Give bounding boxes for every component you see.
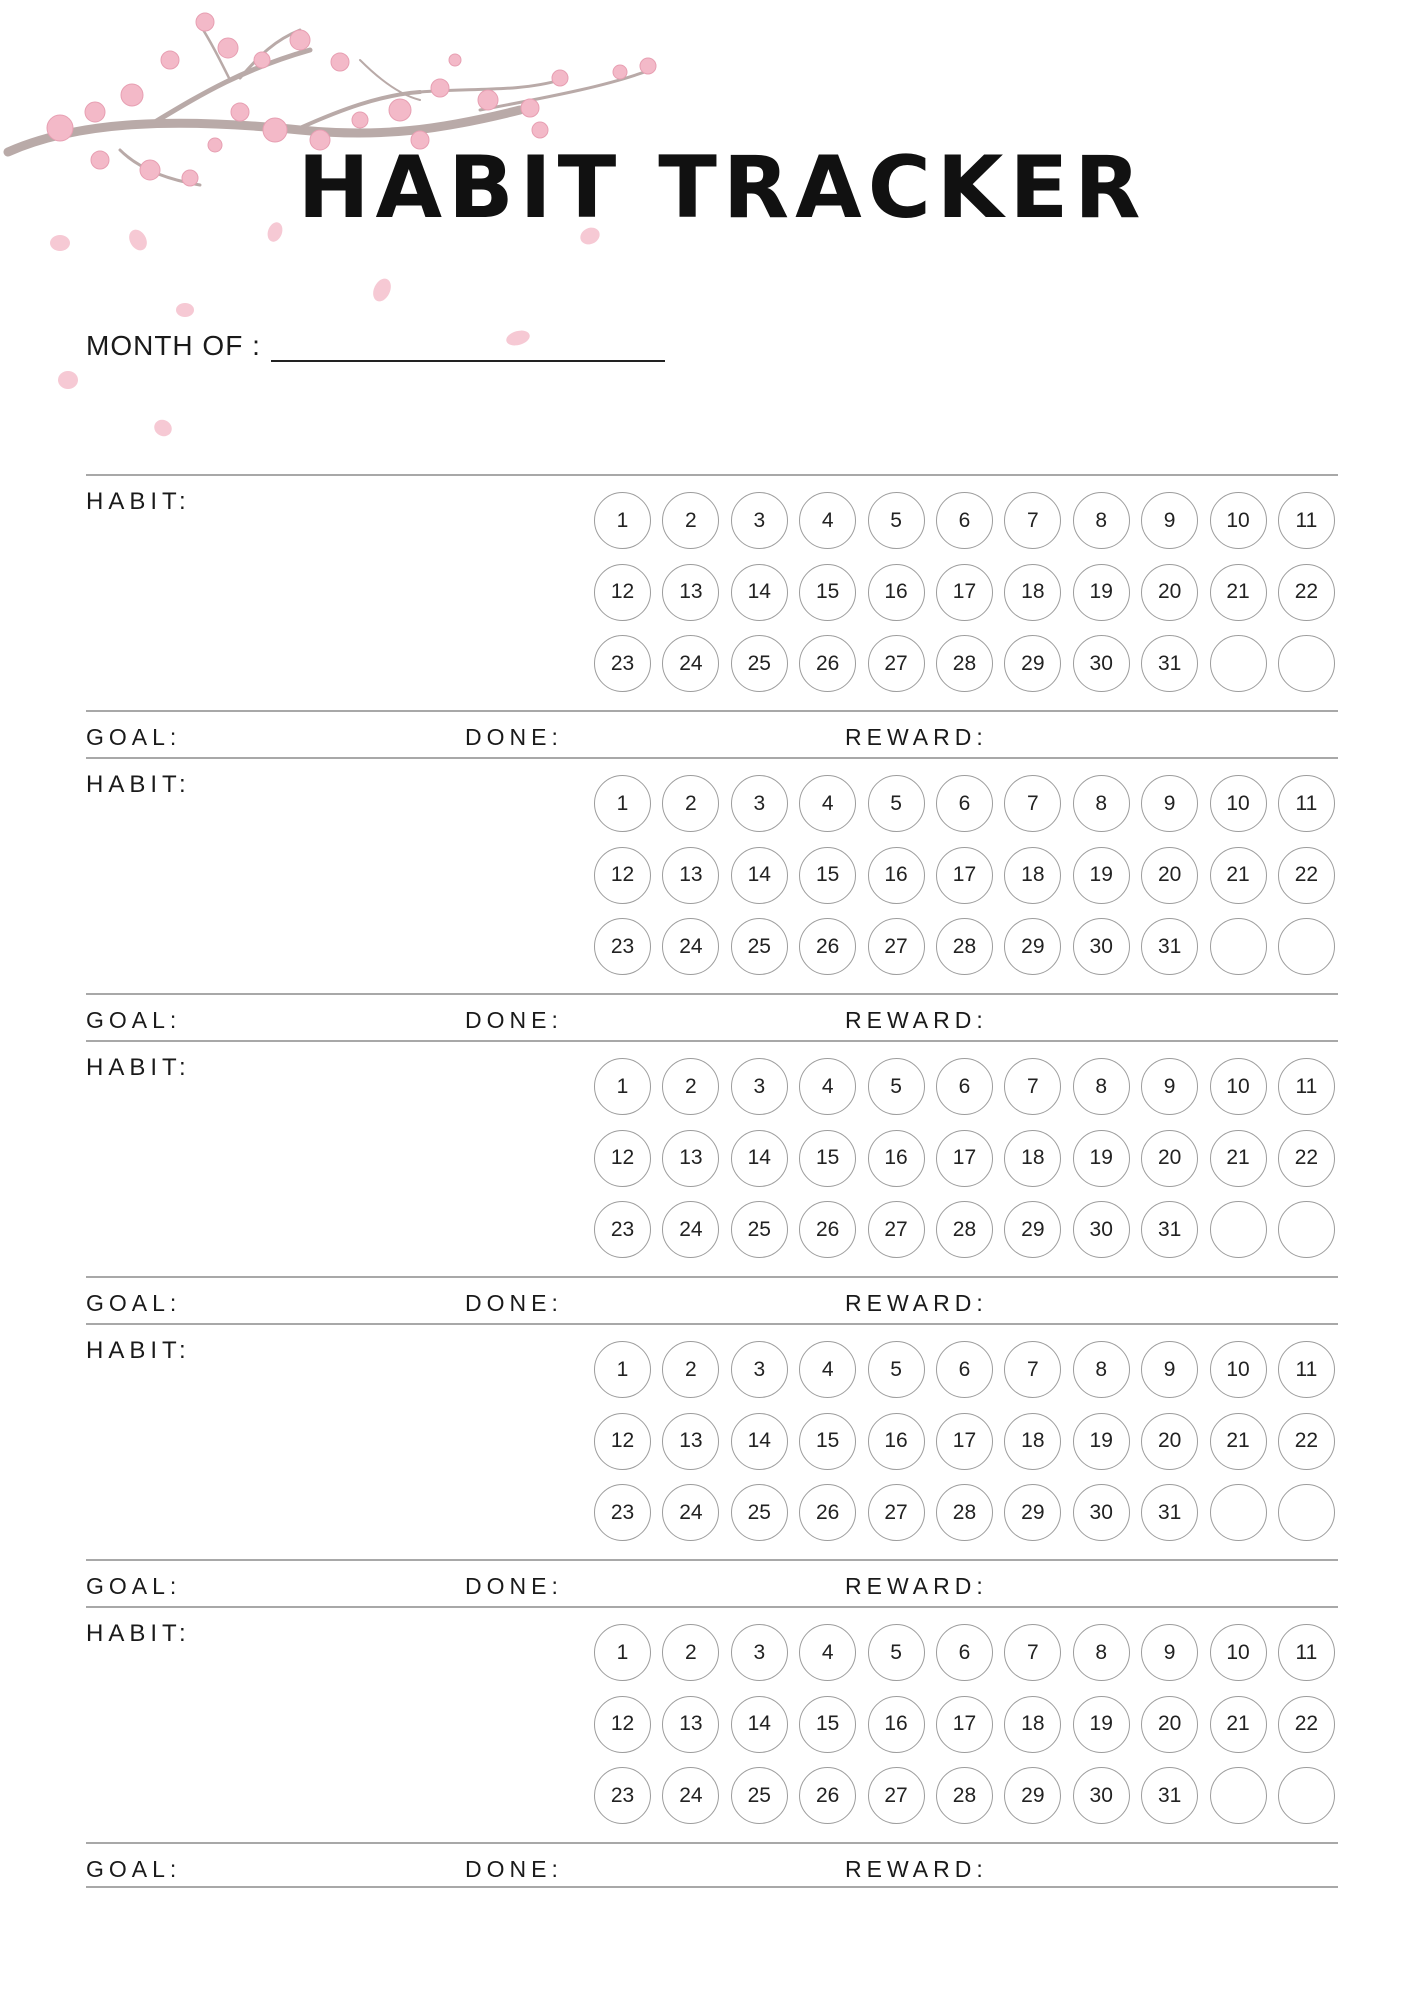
day-circle[interactable]: 3 — [731, 492, 788, 549]
day-circle[interactable]: 22 — [1278, 564, 1335, 621]
day-circle[interactable]: 1 — [594, 1624, 651, 1681]
day-circle[interactable]: 31 — [1141, 918, 1198, 975]
day-circle[interactable]: 14 — [731, 1130, 788, 1187]
day-circle[interactable]: 2 — [662, 492, 719, 549]
day-circle[interactable]: 29 — [1004, 918, 1061, 975]
day-circle[interactable]: 19 — [1073, 1696, 1130, 1753]
day-circle-grid — [594, 775, 1335, 975]
footer-divider — [86, 1276, 1338, 1278]
day-circle[interactable]: 16 — [868, 1130, 925, 1187]
day-circle[interactable]: 17 — [936, 564, 993, 621]
day-circle[interactable]: 4 — [799, 492, 856, 549]
done-label: DONE: — [465, 1573, 563, 1599]
habit-footer — [86, 1573, 1338, 1599]
day-circle[interactable]: 23 — [594, 918, 651, 975]
day-circle[interactable]: 24 — [662, 635, 719, 692]
day-circle[interactable]: 23 — [594, 1201, 651, 1258]
day-circle[interactable]: 26 — [799, 1484, 856, 1541]
day-circle[interactable]: 20 — [1141, 1130, 1198, 1187]
day-circle[interactable]: 23 — [594, 1767, 651, 1824]
day-circle[interactable]: 29 — [1004, 1484, 1061, 1541]
goal-label: GOAL: — [86, 1290, 182, 1316]
day-circle[interactable]: 13 — [662, 1413, 719, 1470]
day-circle[interactable]: 11 — [1278, 775, 1335, 832]
day-circle[interactable]: 28 — [936, 1201, 993, 1258]
day-circle[interactable]: 2 — [662, 1341, 719, 1398]
day-circle[interactable]: 1 — [594, 1341, 651, 1398]
day-circle[interactable]: 6 — [936, 1058, 993, 1115]
habit-footer — [86, 724, 1338, 750]
day-circle[interactable]: 29 — [1004, 1201, 1061, 1258]
goal-label: GOAL: — [86, 1573, 182, 1599]
day-circle[interactable]: 5 — [868, 1624, 925, 1681]
day-circle[interactable]: 4 — [799, 1341, 856, 1398]
day-circle[interactable]: 27 — [868, 635, 925, 692]
day-circle[interactable]: 15 — [799, 1696, 856, 1753]
day-circle[interactable]: 23 — [594, 1484, 651, 1541]
day-circle[interactable]: 3 — [731, 775, 788, 832]
empty-circle[interactable] — [1210, 1484, 1267, 1541]
day-circle[interactable]: 25 — [731, 1767, 788, 1824]
day-circle[interactable]: 28 — [936, 635, 993, 692]
day-circle[interactable]: 9 — [1141, 1341, 1198, 1398]
day-circle[interactable]: 6 — [936, 1341, 993, 1398]
day-circle[interactable]: 20 — [1141, 1413, 1198, 1470]
day-circle[interactable]: 25 — [731, 918, 788, 975]
day-circle[interactable]: 14 — [731, 847, 788, 904]
day-circle[interactable]: 10 — [1210, 1624, 1267, 1681]
day-circle[interactable]: 18 — [1004, 1696, 1061, 1753]
day-circle[interactable]: 13 — [662, 1130, 719, 1187]
day-circle[interactable]: 3 — [731, 1058, 788, 1115]
day-circle[interactable]: 4 — [799, 1058, 856, 1115]
day-circle[interactable]: 8 — [1073, 492, 1130, 549]
empty-circle[interactable] — [1278, 1484, 1335, 1541]
day-circle[interactable]: 20 — [1141, 847, 1198, 904]
day-circle[interactable]: 22 — [1278, 1413, 1335, 1470]
empty-circle[interactable] — [1210, 635, 1267, 692]
day-circle[interactable]: 31 — [1141, 635, 1198, 692]
day-circle[interactable]: 25 — [731, 1201, 788, 1258]
day-circle[interactable]: 16 — [868, 847, 925, 904]
day-circle[interactable]: 18 — [1004, 1130, 1061, 1187]
day-circle[interactable]: 5 — [868, 1341, 925, 1398]
day-circle[interactable]: 31 — [1141, 1484, 1198, 1541]
day-circle[interactable]: 14 — [731, 1413, 788, 1470]
day-circle[interactable]: 1 — [594, 775, 651, 832]
day-circle-grid — [594, 1341, 1335, 1541]
reward-label: REWARD: — [845, 724, 988, 750]
habit-label: HABIT: — [86, 1620, 191, 1647]
day-circle[interactable]: 6 — [936, 775, 993, 832]
day-circle[interactable]: 2 — [662, 775, 719, 832]
day-circle[interactable]: 26 — [799, 1767, 856, 1824]
day-circle[interactable]: 13 — [662, 1696, 719, 1753]
day-circle[interactable]: 3 — [731, 1341, 788, 1398]
day-circle[interactable]: 22 — [1278, 847, 1335, 904]
day-circle[interactable]: 7 — [1004, 492, 1061, 549]
day-circle[interactable]: 13 — [662, 564, 719, 621]
goal-label: GOAL: — [86, 1007, 182, 1033]
day-circle[interactable]: 10 — [1210, 1058, 1267, 1115]
day-circle[interactable]: 19 — [1073, 1413, 1130, 1470]
footer-divider — [86, 1559, 1338, 1561]
empty-circle[interactable] — [1278, 635, 1335, 692]
day-circle[interactable]: 7 — [1004, 1058, 1061, 1115]
empty-circle[interactable] — [1278, 918, 1335, 975]
goal-label: GOAL: — [86, 1856, 182, 1882]
day-circle[interactable]: 22 — [1278, 1130, 1335, 1187]
day-circle[interactable]: 8 — [1073, 775, 1130, 832]
day-circle[interactable]: 30 — [1073, 1201, 1130, 1258]
habit-footer — [86, 1007, 1338, 1033]
day-circle[interactable]: 21 — [1210, 1696, 1267, 1753]
day-circle[interactable]: 9 — [1141, 1624, 1198, 1681]
day-circle-grid — [594, 1624, 1335, 1824]
day-circle[interactable]: 11 — [1278, 1624, 1335, 1681]
day-circle[interactable]: 13 — [662, 847, 719, 904]
day-circle[interactable]: 8 — [1073, 1058, 1130, 1115]
day-circle[interactable]: 25 — [731, 1484, 788, 1541]
day-circle[interactable]: 4 — [799, 1624, 856, 1681]
day-circle[interactable]: 24 — [662, 1767, 719, 1824]
footer-divider — [86, 710, 1338, 712]
day-circle[interactable]: 19 — [1073, 564, 1130, 621]
day-circle[interactable]: 19 — [1073, 847, 1130, 904]
reward-label: REWARD: — [845, 1856, 988, 1882]
day-circle-grid — [594, 492, 1335, 692]
habit-section — [86, 1323, 1338, 1609]
day-circle[interactable]: 29 — [1004, 635, 1061, 692]
habit-footer — [86, 1856, 1338, 1882]
day-circle[interactable]: 12 — [594, 1130, 651, 1187]
empty-circle[interactable] — [1278, 1201, 1335, 1258]
day-circle[interactable]: 11 — [1278, 492, 1335, 549]
day-circle[interactable]: 22 — [1278, 1696, 1335, 1753]
day-circle[interactable]: 31 — [1141, 1201, 1198, 1258]
habit-label: HABIT: — [86, 771, 191, 798]
day-circle[interactable]: 10 — [1210, 492, 1267, 549]
empty-circle[interactable] — [1210, 1201, 1267, 1258]
day-circle[interactable]: 14 — [731, 1696, 788, 1753]
day-circle[interactable]: 17 — [936, 1696, 993, 1753]
reward-label: REWARD: — [845, 1290, 988, 1316]
day-circle[interactable]: 16 — [868, 564, 925, 621]
page-title: HABIT TRACKER — [297, 138, 1147, 238]
day-circle[interactable]: 26 — [799, 635, 856, 692]
day-circle[interactable]: 12 — [594, 847, 651, 904]
day-circle[interactable]: 12 — [594, 1413, 651, 1470]
day-circle[interactable]: 9 — [1141, 492, 1198, 549]
day-circle[interactable]: 1 — [594, 492, 651, 549]
day-circle[interactable]: 24 — [662, 1484, 719, 1541]
day-circle[interactable]: 28 — [936, 918, 993, 975]
day-circle[interactable]: 15 — [799, 564, 856, 621]
habit-section — [86, 757, 1338, 1043]
day-circle[interactable]: 8 — [1073, 1341, 1130, 1398]
habit-label: HABIT: — [86, 1337, 191, 1364]
day-circle[interactable]: 11 — [1278, 1058, 1335, 1115]
day-circle[interactable]: 30 — [1073, 635, 1130, 692]
day-circle[interactable]: 19 — [1073, 1130, 1130, 1187]
day-circle[interactable]: 16 — [868, 1413, 925, 1470]
day-circle[interactable]: 5 — [868, 1058, 925, 1115]
day-circle[interactable]: 25 — [731, 635, 788, 692]
month-field — [86, 330, 665, 362]
day-circle[interactable]: 17 — [936, 847, 993, 904]
day-circle[interactable]: 7 — [1004, 775, 1061, 832]
day-circle[interactable]: 27 — [868, 1767, 925, 1824]
habit-label: HABIT: — [86, 488, 191, 515]
day-circle-grid — [594, 1058, 1335, 1258]
day-circle[interactable]: 24 — [662, 1201, 719, 1258]
footer-divider — [86, 993, 1338, 995]
day-circle[interactable]: 15 — [799, 847, 856, 904]
empty-circle[interactable] — [1210, 918, 1267, 975]
day-circle[interactable]: 26 — [799, 1201, 856, 1258]
day-circle[interactable]: 31 — [1141, 1767, 1198, 1824]
day-circle[interactable]: 4 — [799, 775, 856, 832]
day-circle[interactable]: 30 — [1073, 1484, 1130, 1541]
month-label: MONTH OF : — [86, 330, 261, 361]
day-circle[interactable]: 7 — [1004, 1341, 1061, 1398]
day-circle[interactable]: 17 — [936, 1130, 993, 1187]
month-input-line[interactable] — [271, 330, 665, 362]
day-circle[interactable]: 1 — [594, 1058, 651, 1115]
day-circle[interactable]: 9 — [1141, 775, 1198, 832]
day-circle[interactable]: 7 — [1004, 1624, 1061, 1681]
day-circle[interactable]: 6 — [936, 492, 993, 549]
done-label: DONE: — [465, 1007, 563, 1033]
day-circle[interactable]: 6 — [936, 1624, 993, 1681]
day-circle[interactable]: 2 — [662, 1624, 719, 1681]
habit-section — [86, 1040, 1338, 1326]
footer-divider — [86, 1842, 1338, 1844]
day-circle[interactable]: 29 — [1004, 1767, 1061, 1824]
empty-circle[interactable] — [1278, 1767, 1335, 1824]
day-circle[interactable]: 23 — [594, 635, 651, 692]
habit-section — [86, 1606, 1338, 1892]
day-circle[interactable]: 5 — [868, 775, 925, 832]
reward-label: REWARD: — [845, 1573, 988, 1599]
day-circle[interactable]: 27 — [868, 1484, 925, 1541]
day-circle[interactable]: 18 — [1004, 564, 1061, 621]
day-circle[interactable]: 14 — [731, 564, 788, 621]
empty-circle[interactable] — [1210, 1767, 1267, 1824]
day-circle[interactable]: 21 — [1210, 564, 1267, 621]
day-circle[interactable]: 26 — [799, 918, 856, 975]
day-circle[interactable]: 24 — [662, 918, 719, 975]
habit-label: HABIT: — [86, 1054, 191, 1081]
done-label: DONE: — [465, 1856, 563, 1882]
day-circle[interactable]: 28 — [936, 1767, 993, 1824]
day-circle[interactable]: 3 — [731, 1624, 788, 1681]
day-circle[interactable]: 20 — [1141, 564, 1198, 621]
day-circle[interactable]: 11 — [1278, 1341, 1335, 1398]
day-circle[interactable]: 20 — [1141, 1696, 1198, 1753]
day-circle[interactable]: 10 — [1210, 775, 1267, 832]
goal-label: GOAL: — [86, 724, 182, 750]
day-circle[interactable]: 15 — [799, 1130, 856, 1187]
day-circle[interactable]: 21 — [1210, 1413, 1267, 1470]
day-circle[interactable]: 2 — [662, 1058, 719, 1115]
done-label: DONE: — [465, 724, 563, 750]
day-circle[interactable]: 12 — [594, 564, 651, 621]
day-circle[interactable]: 8 — [1073, 1624, 1130, 1681]
habit-section — [86, 474, 1338, 760]
day-circle[interactable]: 12 — [594, 1696, 651, 1753]
done-label: DONE: — [465, 1290, 563, 1316]
day-circle[interactable]: 30 — [1073, 918, 1130, 975]
day-circle[interactable]: 16 — [868, 1696, 925, 1753]
day-circle[interactable]: 27 — [868, 1201, 925, 1258]
day-circle[interactable]: 27 — [868, 918, 925, 975]
day-circle[interactable]: 18 — [1004, 1413, 1061, 1470]
reward-label: REWARD: — [845, 1007, 988, 1033]
day-circle[interactable]: 21 — [1210, 847, 1267, 904]
day-circle[interactable]: 21 — [1210, 1130, 1267, 1187]
day-circle[interactable]: 9 — [1141, 1058, 1198, 1115]
day-circle[interactable]: 5 — [868, 492, 925, 549]
section-divider — [86, 1886, 1338, 1888]
day-circle[interactable]: 18 — [1004, 847, 1061, 904]
day-circle[interactable]: 15 — [799, 1413, 856, 1470]
habit-footer — [86, 1290, 1338, 1316]
day-circle[interactable]: 17 — [936, 1413, 993, 1470]
day-circle[interactable]: 28 — [936, 1484, 993, 1541]
day-circle[interactable]: 30 — [1073, 1767, 1130, 1824]
day-circle[interactable]: 10 — [1210, 1341, 1267, 1398]
